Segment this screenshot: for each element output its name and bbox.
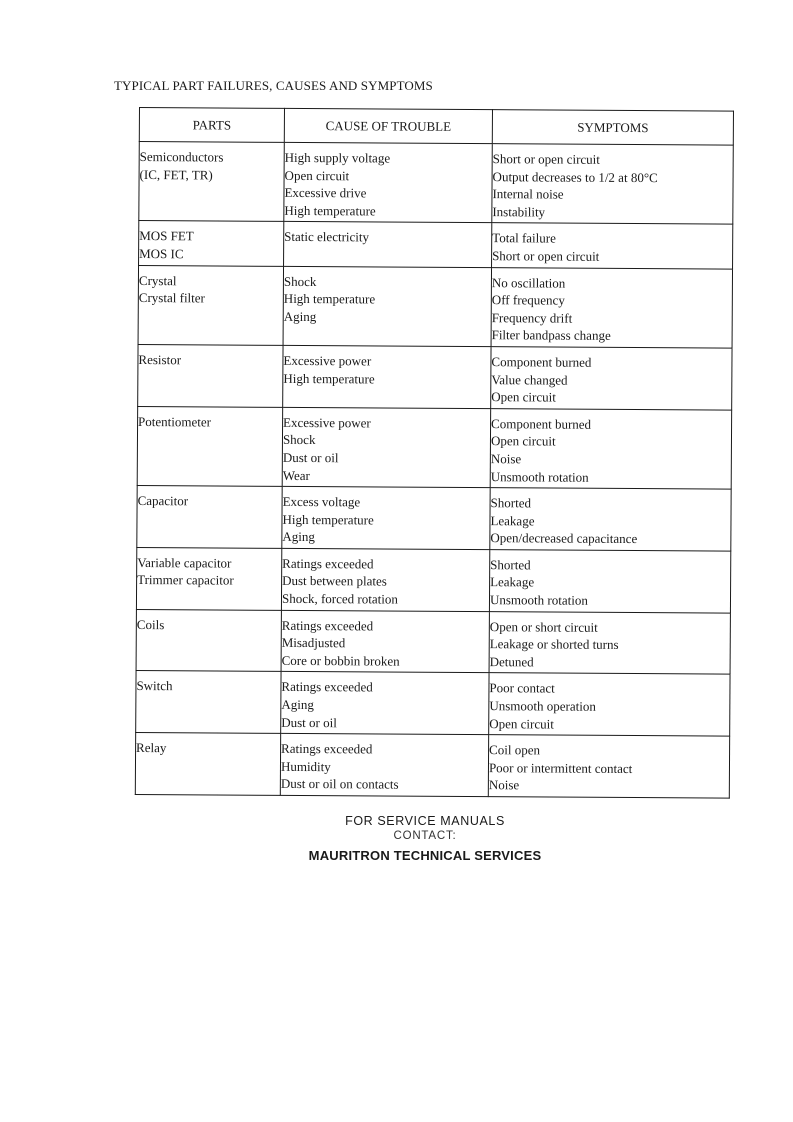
cause-cell-line: Wear: [282, 467, 310, 483]
parts-cell-line: Resistor: [138, 351, 182, 368]
parts-cell-line: Relay: [136, 740, 167, 756]
table-row: [138, 265, 732, 348]
cause-cell-line: Aging: [283, 308, 317, 324]
parts-cell: [139, 221, 284, 266]
symptoms-cell: [491, 347, 732, 410]
symptoms-cell-line: Poor or intermittent contact: [488, 759, 633, 776]
symptoms-cell: [489, 550, 730, 613]
cause-cell-line: Excessive drive: [284, 185, 367, 201]
cause-cell-line: Misadjusted: [281, 635, 346, 651]
symptoms-cell: [492, 144, 733, 225]
parts-cell-line: (IC, FET, TR): [139, 166, 213, 183]
symptoms-cell-line: Open circuit: [489, 715, 554, 732]
parts-cell-line: Semiconductors: [139, 149, 224, 165]
symptoms-cell-line: Noise: [488, 777, 520, 793]
header-cause-of-trouble: CAUSE OF TROUBLE: [284, 108, 492, 143]
symptoms-cell-line: No oscillation: [491, 274, 566, 291]
cause-cell-line: Ratings exceeded: [281, 741, 373, 757]
cause-cell-line: Shock: [282, 432, 316, 448]
symptoms-cell-line: Poor contact: [489, 680, 555, 696]
cause-cell-line: High temperature: [284, 202, 376, 219]
cause-cell: [282, 486, 490, 549]
symptoms-cell-line: Unsmooth rotation: [489, 592, 588, 608]
cause-cell: [284, 222, 492, 267]
parts-cell-line: Coils: [136, 616, 165, 632]
symptoms-cell-line: Leakage: [490, 574, 535, 590]
header-symptoms: SYMPTOMS: [492, 110, 733, 145]
parts-cell: [137, 406, 282, 486]
symptoms-cell-line: Noise: [490, 451, 522, 467]
symptoms-cell-line: Component burned: [491, 354, 592, 370]
cause-cell: [283, 266, 491, 347]
cause-cell-line: Ratings exceeded: [281, 617, 374, 634]
table-row: [139, 142, 733, 225]
symptoms-cell-line: Frequency drift: [491, 309, 573, 326]
table-row: [139, 221, 733, 269]
parts-cell: [137, 486, 282, 549]
parts-cell-line: Crystal: [138, 272, 177, 288]
symptoms-cell: [489, 673, 730, 736]
cause-cell-line: Shock, forced rotation: [281, 590, 398, 607]
parts-cell: [136, 609, 281, 672]
parts-cell: [139, 142, 284, 222]
parts-cell: [138, 344, 283, 407]
parts-cell: [135, 733, 280, 796]
table-body: [135, 142, 733, 799]
cause-cell-line: Aging: [281, 696, 314, 713]
cause-cell-line: Aging: [282, 529, 315, 545]
footer-contact: CONTACT:: [393, 830, 457, 842]
cause-cell: [280, 734, 488, 797]
parts-cell-line: Capacitor: [137, 493, 189, 509]
table-row: [138, 344, 732, 409]
cause-cell: [283, 345, 491, 408]
page-title: TYPICAL PART FAILURES, CAUSES AND SYMPTOMS: [114, 78, 433, 93]
parts-cell: [136, 671, 281, 734]
symptoms-cell: [488, 735, 729, 798]
symptoms-cell-line: Filter bandpass change: [491, 327, 611, 344]
symptoms-cell-line: Off frequency: [491, 292, 565, 308]
header-parts: PARTS: [139, 108, 284, 143]
cause-cell-line: High supply voltage: [284, 149, 391, 166]
table-header-row: [139, 108, 733, 146]
symptoms-cell-line: Unsmooth operation: [489, 698, 596, 714]
symptoms-cell: [490, 488, 731, 551]
parts-cell-line: Crystal filter: [138, 290, 205, 306]
symptoms-cell-line: Leakage or shorted turns: [489, 636, 619, 653]
symptoms-cell-line: Shorted: [490, 557, 531, 573]
symptoms-cell-line: Instability: [492, 203, 546, 220]
symptoms-cell-line: Detuned: [489, 653, 534, 670]
symptoms-cell-line: Short or open circuit: [492, 151, 600, 167]
parts-cell: [136, 547, 281, 610]
parts-cell-line: Potentiometer: [138, 413, 212, 430]
footer-service-manuals: FOR SERVICE MANUALS: [345, 814, 505, 828]
symptoms-cell-line: Internal noise: [492, 186, 564, 202]
failures-table-container: [135, 107, 733, 799]
footer-company-name: MAURITRON TECHNICAL SERVICES: [308, 848, 542, 863]
cause-cell-line: Excess voltage: [282, 493, 361, 510]
cause-cell-line: Ratings exceeded: [281, 679, 373, 695]
cause-cell-line: Core or bobbin broken: [281, 652, 400, 669]
symptoms-cell-line: Total failure: [492, 230, 556, 246]
cause-cell-line: Excessive power: [283, 414, 371, 431]
cause-cell: [281, 610, 489, 673]
cause-cell-line: Shock: [283, 273, 317, 289]
symptoms-cell: [491, 267, 732, 348]
parts-cell-line: MOS IC: [139, 245, 184, 262]
cause-cell: [284, 142, 492, 223]
cause-cell: [281, 672, 489, 735]
cause-cell-line: Dust or oil on contacts: [280, 776, 399, 793]
parts-cell-line: Switch: [136, 678, 173, 694]
cause-cell-line: Static electricity: [284, 229, 370, 245]
cause-cell-line: Ratings exceeded: [282, 555, 374, 572]
cause-cell: [281, 548, 489, 611]
symptoms-cell-line: Short or open circuit: [492, 248, 600, 264]
symptoms-cell-line: Open/decreased capacitance: [490, 530, 638, 547]
symptoms-cell-line: Open circuit: [490, 433, 556, 449]
table-row: [136, 671, 730, 736]
symptoms-cell-line: Open circuit: [491, 389, 556, 405]
parts-cell-line: MOS FET: [139, 228, 194, 244]
table-row: [136, 609, 730, 674]
cause-cell-line: Dust or oil: [282, 449, 339, 466]
cause-cell-line: Dust between plates: [282, 573, 387, 589]
failures-table: [135, 107, 734, 799]
table-row: [136, 547, 730, 612]
symptoms-cell: [489, 611, 730, 674]
table-row: [135, 733, 729, 798]
symptoms-cell-line: Leakage: [490, 512, 535, 529]
symptoms-cell-line: Open or short circuit: [489, 618, 598, 635]
cause-cell-line: Open circuit: [284, 167, 350, 183]
cause-cell: [282, 407, 490, 488]
symptoms-cell-line: Output decreases to 1/2 at 80°C: [492, 168, 658, 185]
cause-cell-line: High temperature: [282, 511, 374, 528]
symptoms-cell-line: Unsmooth rotation: [490, 468, 589, 485]
symptoms-cell-line: Shorted: [490, 495, 532, 511]
symptoms-cell-line: Coil open: [489, 742, 541, 758]
parts-cell-line: Variable capacitor: [137, 554, 232, 571]
table-row: [137, 406, 731, 489]
symptoms-cell: [492, 223, 733, 269]
parts-cell: [138, 265, 283, 345]
cause-cell-line: Excessive power: [283, 352, 372, 369]
cause-cell-line: Dust or oil: [281, 714, 337, 730]
table-row: [137, 486, 731, 551]
symptoms-cell: [490, 408, 731, 489]
cause-cell-line: High temperature: [283, 291, 376, 307]
symptoms-cell-line: Value changed: [491, 371, 568, 388]
parts-cell-line: Trimmer capacitor: [137, 572, 234, 589]
symptoms-cell-line: Component burned: [491, 415, 592, 432]
cause-cell-line: High temperature: [283, 370, 375, 386]
cause-cell-line: Humidity: [280, 758, 331, 774]
